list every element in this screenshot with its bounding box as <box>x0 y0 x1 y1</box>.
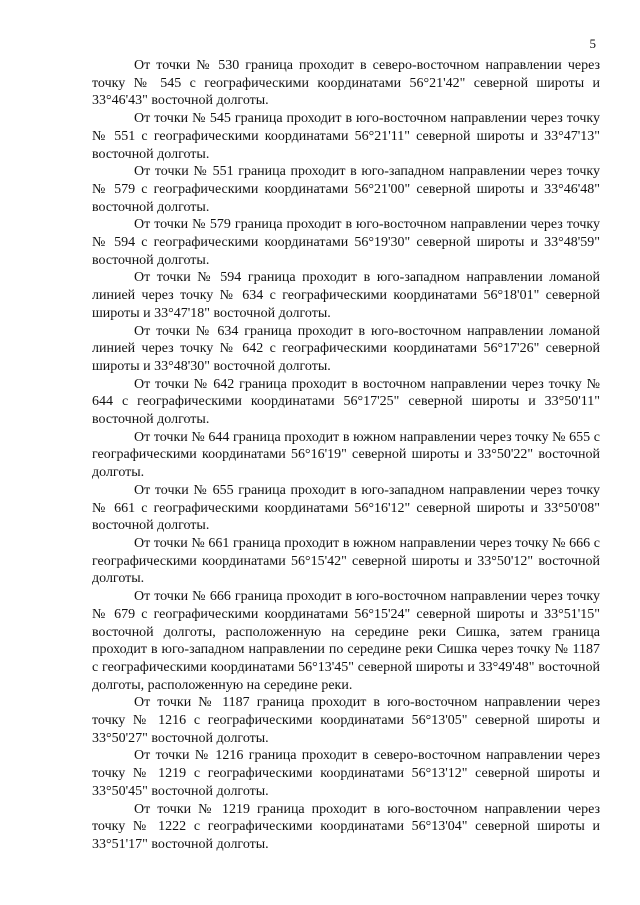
paragraph-point-666: От точки № 666 граница проходит в юго-восточном направлении через точку № 679 с географическими координатами 56°15'24" северной широты и 33°51'15" восточной долготы, расположенную на середине реки Сишка, затем граница проходит в юго-западном направлении по середине реки Сишка через точку № 1187 с географическими координатами 56°13'45" северной широты и 33°49'48" восточной долготы, расположенную на середине реки. <box>92 589 600 693</box>
paragraph-point-579: От точки № 579 граница проходит в юго-восточном направлении через точку № 594 с географическими координатами 56°19'30" северной широты и 33°48'59" восточной долготы. <box>92 217 600 268</box>
page-number: 5 <box>589 36 596 51</box>
paragraph-point-634: От точки № 634 граница проходит в юго-восточном направлении ломаной линией через точку № 642 с географическими координатами 56°17'26" северной широты и 33°48'30" восточной долготы. <box>92 323 600 374</box>
paragraph-point-1187: От точки № 1187 граница проходит в юго-восточном направлении через точку № 1216 с географическими координатами 56°13'05" северной широты и 33°50'27" восточной долготы. <box>92 695 600 746</box>
paragraph-point-551: От точки № 551 граница проходит в юго-западном направлении через точку № 579 с географическими координатами 56°21'00" северной широты и 33°46'48" восточной долготы. <box>92 164 600 215</box>
paragraph-point-530: От точки № 530 граница проходит в северо-восточном направлении через точку № 545 с географическими координатами 56°21'42" северной широты и 33°46'43" восточной долготы. <box>92 58 600 109</box>
paragraph-point-1216: От точки № 1216 граница проходит в северо-восточном направлении через точку № 1219 с географическими координатами 56°13'12" северной широты и 33°50'45" восточной долготы. <box>92 748 600 799</box>
paragraph-point-644: От точки № 644 граница проходит в южном направлении через точку № 655 с географическими координатами 56°16'19" северной широты и 33°50'22" восточной долготы. <box>92 429 600 481</box>
paragraph-point-545: От точки № 545 граница проходит в юго-восточном направлении через точку № 551 с географическими координатами 56°21'11" северной широты и 33°47'13" восточной долготы. <box>92 111 600 162</box>
paragraph-point-1219: От точки № 1219 граница проходит в юго-восточном направлении через точку № 1222 с географическими координатами 56°13'04" северной широты и 33°51'17" восточной долготы. <box>92 801 600 852</box>
boundary-description <box>92 57 600 854</box>
paragraph-point-594: От точки № 594 граница проходит в юго-западном направлении ломаной линией через точку № 634 с географическими координатами 56°18'01" северной широты и 33°47'18" восточной долготы. <box>92 270 600 321</box>
paragraph-point-642: От точки № 642 граница проходит в восточном направлении через точку № 644 с географическими координатами 56°17'25" северной широты и 33°50'11" восточной долготы. <box>92 376 600 428</box>
paragraph-point-661: От точки № 661 граница проходит в южном направлении через точку № 666 с географическими координатами 56°15'42" северной широты и 33°50'12" восточной долготы. <box>92 535 600 587</box>
paragraph-point-655: От точки № 655 граница проходит в юго-западном направлении через точку № 661 с географическими координатами 56°16'12" северной широты и 33°50'08" восточной долготы. <box>92 482 600 534</box>
